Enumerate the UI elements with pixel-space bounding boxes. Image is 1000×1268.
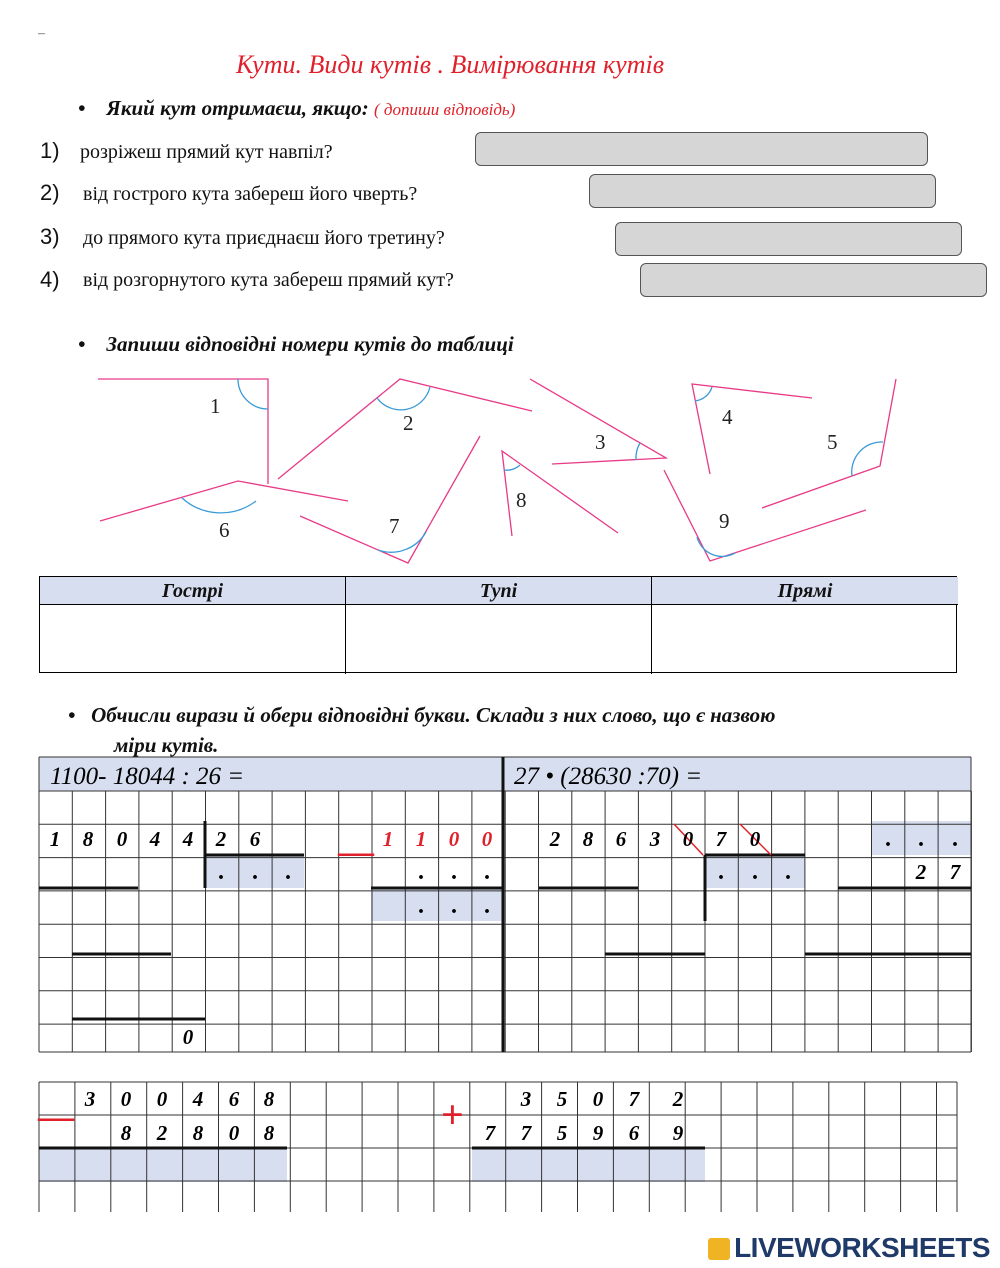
dividend2-digit: 8 xyxy=(582,827,594,851)
section3-prompt xyxy=(68,700,968,760)
subtrahend-digit: 2 xyxy=(156,1121,168,1145)
answer-dot[interactable]: . xyxy=(252,859,258,885)
prompt-text: Який кут отримаєш, якщо: xyxy=(106,96,369,120)
minuend-digit: 0 xyxy=(481,827,493,851)
addend2-digit: 9 xyxy=(592,1121,604,1145)
dividend-digit: 4 xyxy=(182,827,194,851)
section1-prompt xyxy=(78,96,515,121)
divisor2-digit: 7 xyxy=(715,827,727,851)
header-acute: Гострі xyxy=(40,577,346,605)
answer-dot[interactable]: . xyxy=(451,893,457,919)
bullet: • xyxy=(78,332,86,356)
answer-dot[interactable]: . xyxy=(885,826,891,852)
section2-prompt xyxy=(78,332,514,357)
angle-label-5: 5 xyxy=(827,430,838,454)
answer-dot[interactable]: . xyxy=(718,859,724,885)
question-4-number: 4) xyxy=(40,267,60,292)
angle-label-6: 6 xyxy=(219,518,230,542)
answer-dot[interactable]: . xyxy=(285,859,291,885)
subtrahend-digit: 8 xyxy=(263,1121,275,1145)
minuend-digit: 3 xyxy=(84,1087,96,1111)
divisor2-digit: 0 xyxy=(749,827,761,851)
addend1-digit: 7 xyxy=(628,1087,640,1111)
minuend-digit: 6 xyxy=(228,1087,240,1111)
liveworksheets-logo xyxy=(708,1232,990,1264)
dividend2-digit: 6 xyxy=(615,827,627,851)
answer-2-input[interactable] xyxy=(589,174,936,208)
expression-2: 27 • (28630 :70) = xyxy=(514,763,703,790)
brand-name: LIVEWORKSHEETS xyxy=(734,1232,990,1263)
addend1-digit: 0 xyxy=(592,1087,604,1111)
angle-9 xyxy=(664,470,866,561)
addend1-digit: 5 xyxy=(556,1087,568,1111)
subtrahend-digit: 8 xyxy=(120,1121,132,1145)
minus-sign: — xyxy=(338,831,374,871)
minuend-digit: 8 xyxy=(263,1087,275,1111)
subtrahend-digit: 8 xyxy=(192,1121,204,1145)
header-right: Прямі xyxy=(652,577,958,605)
answer-dot[interactable]: . xyxy=(918,826,924,852)
answer-dot[interactable]: . xyxy=(952,826,958,852)
answer-dot[interactable]: . xyxy=(418,893,424,919)
answer-dot[interactable]: . xyxy=(218,859,224,885)
answer-dot[interactable]: . xyxy=(484,859,490,885)
bullet: • xyxy=(78,96,86,120)
answer-dot[interactable]: . xyxy=(418,859,424,885)
calc-grid-1 xyxy=(0,755,1000,1055)
angles-figure xyxy=(0,370,1000,570)
angle-label-7: 7 xyxy=(389,514,400,538)
angle-6 xyxy=(100,481,348,521)
minuend-digit: 0 xyxy=(120,1087,132,1111)
minuend-digit: 1 xyxy=(382,827,394,851)
answer-dot[interactable]: . xyxy=(451,859,457,885)
angle-classification-table xyxy=(39,576,957,673)
logo-icon xyxy=(708,1238,730,1260)
minuend-digit: 4 xyxy=(192,1087,204,1111)
minuend-digit: 0 xyxy=(448,827,460,851)
cell-obtuse[interactable] xyxy=(346,605,652,674)
angle-label-8: 8 xyxy=(516,488,527,512)
angle-4 xyxy=(692,384,812,474)
question-1-text: розріжеш прямий кут навпіл? xyxy=(80,141,333,163)
bullet: • xyxy=(68,703,76,727)
divisor-digit: 2 xyxy=(215,827,227,851)
page-title: Кути. Види кутів . Вимірювання кутів xyxy=(236,50,664,79)
question-3-text: до прямого кута приєднаєш його третину? xyxy=(83,227,445,249)
question-3-number: 3) xyxy=(40,224,60,249)
factor-digit: 2 xyxy=(915,860,927,884)
angle-label-4: 4 xyxy=(722,405,733,429)
angle-7 xyxy=(300,436,480,563)
dividend2-digit: 2 xyxy=(549,827,561,851)
subtrahend-digit: 0 xyxy=(228,1121,240,1145)
dividend-digit: 1 xyxy=(49,827,61,851)
calc-grid-2 xyxy=(0,1080,1000,1215)
question-2-text: від гострого кута забереш його чверть? xyxy=(83,183,418,205)
prompt-hint: ( допиши відповідь) xyxy=(373,100,516,119)
question-1-number: 1) xyxy=(40,138,60,163)
angle-label-2: 2 xyxy=(403,411,414,435)
addend2-digit: 5 xyxy=(556,1121,568,1145)
factor-digit: 7 xyxy=(949,860,961,884)
divisor-digit: 6 xyxy=(249,827,261,851)
top-dash: – xyxy=(38,26,45,41)
minuend-digit: 0 xyxy=(156,1087,168,1111)
addend2-digit: 6 xyxy=(628,1121,640,1145)
dividend-digit: 4 xyxy=(149,827,161,851)
question-4-text: від розгорнутого кута забереш прямий кут? xyxy=(83,269,454,291)
prompt-text: Запиши відповідні номери кутів до таблиці xyxy=(106,332,514,356)
angle-label-9: 9 xyxy=(719,509,730,533)
answer-3-input[interactable] xyxy=(615,222,962,256)
minus-sign: — xyxy=(38,1096,74,1136)
addend2-digit: 9 xyxy=(672,1121,684,1145)
addend2-digit: 7 xyxy=(520,1121,532,1145)
prompt-line-1: Обчисли вирази й обери відповідні букви. Склади з них слово, що є назвою xyxy=(91,703,776,727)
addend1-digit: 3 xyxy=(520,1087,532,1111)
header-obtuse: Тупі xyxy=(346,577,652,605)
answer-dot[interactable]: . xyxy=(752,859,758,885)
answer-1-input[interactable] xyxy=(475,132,928,166)
addend2-digit: 7 xyxy=(484,1121,496,1145)
dividend2-digit: 0 xyxy=(682,827,694,851)
remainder-zero: 0 xyxy=(182,1025,194,1049)
angle-label-3: 3 xyxy=(595,430,606,454)
plus-sign: + xyxy=(441,1092,464,1137)
prompt-line-2: міри кутів. xyxy=(114,733,219,757)
addend1-digit: 2 xyxy=(672,1087,684,1111)
expression-1: 1100- 18044 : 26 = xyxy=(50,763,245,790)
answer-4-input[interactable] xyxy=(640,263,987,297)
answer-dot[interactable]: . xyxy=(785,859,791,885)
cell-right[interactable] xyxy=(652,605,958,674)
dividend2-digit: 3 xyxy=(649,827,661,851)
angle-label-1: 1 xyxy=(210,394,221,418)
minuend-digit: 1 xyxy=(415,827,427,851)
dividend-digit: 8 xyxy=(82,827,94,851)
question-2-number: 2) xyxy=(40,180,60,205)
cell-acute[interactable] xyxy=(40,605,346,674)
dividend-digit: 0 xyxy=(116,827,128,851)
answer-dot[interactable]: . xyxy=(484,893,490,919)
